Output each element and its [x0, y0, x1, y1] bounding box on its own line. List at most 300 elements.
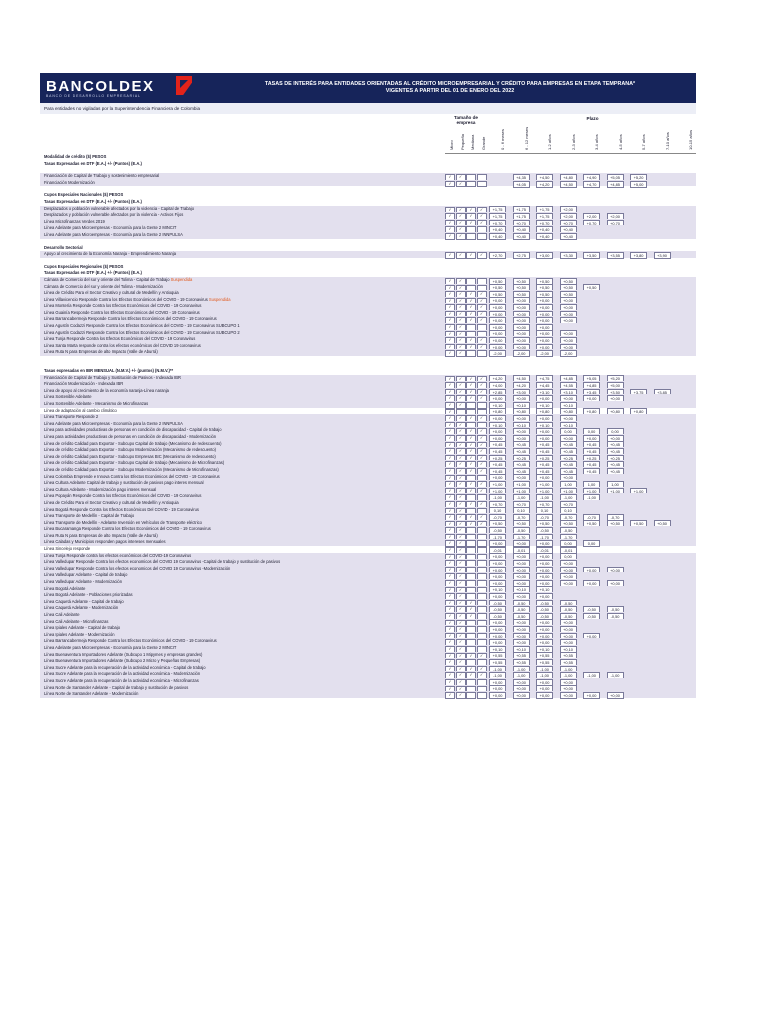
rate-cell: +1,00	[630, 488, 647, 495]
rate-cell: +0,45	[583, 441, 600, 448]
size-checkbox: ✓	[456, 534, 466, 541]
size-checks	[445, 665, 487, 672]
rate-values	[489, 691, 696, 698]
rate-cell: -0,50	[513, 613, 530, 620]
row-label: Línea Valledupar Adelante - Capital de trabajo	[44, 572, 128, 578]
size-checkbox: ✓	[445, 686, 455, 693]
rate-cell: +0,00	[513, 573, 530, 580]
row-label: Línea Santa Marta responde contra los efectos económicos del COVID 19 coronavirus	[44, 342, 201, 348]
rate-cell: +0,00	[513, 435, 530, 442]
row-label: Línea de Crédito Para el Sector Creativo y cultural de Medellín y Antioquia	[44, 499, 179, 505]
rate-cell: +0,00	[536, 553, 553, 560]
logo-subtitle: BANCO DE DESARROLLO EMPRESARIAL	[46, 94, 141, 98]
row-label: Línea Villavicencio Responde Contra los Efectos Económicos del COVID - 19 Coronavirus Suspendida	[44, 296, 231, 302]
size-checks	[445, 421, 487, 428]
size-checkbox: ✓	[466, 455, 476, 462]
size-checkbox: ✓	[456, 639, 466, 646]
table-row	[40, 553, 696, 560]
size-checkbox: ✓	[477, 514, 487, 521]
size-checkbox: ✓	[477, 468, 487, 475]
size-checks	[445, 638, 487, 645]
rate-cell: +4,85	[607, 181, 624, 188]
table-row	[40, 284, 696, 291]
rate-cell: +3,90	[654, 252, 671, 259]
size-checkbox: ✓	[466, 672, 476, 679]
size-checks	[445, 394, 487, 401]
rate-cell: +4,75	[536, 375, 553, 382]
table-row	[40, 572, 696, 579]
rate-values	[489, 180, 696, 187]
size-checkbox: ✓	[456, 252, 466, 259]
size-checkbox: ✓	[445, 587, 455, 594]
rate-cell: +0,10	[536, 646, 553, 653]
size-checkbox: ✓	[456, 448, 466, 455]
rate-cell: +0,40	[513, 233, 530, 240]
size-checkbox: ✓	[477, 461, 487, 468]
size-checkbox: ✓	[445, 573, 455, 580]
rate-cell: -1,00	[513, 494, 530, 501]
table-row	[40, 232, 696, 239]
row-label: Línea Adelante para Microempresas - Economía para la Gente 2 INNPULSA	[44, 231, 183, 237]
size-checkbox: ✓	[445, 278, 455, 285]
rate-cell: +0,00	[536, 567, 553, 574]
rate-values	[489, 632, 696, 639]
size-checkbox: ✓	[445, 324, 455, 331]
rate-cell: +0,00	[513, 395, 530, 402]
rate-cell: +0,00	[489, 553, 506, 560]
size-checkbox: ✓	[466, 501, 476, 508]
size-group-label: Tamaño de empresa	[454, 115, 478, 125]
rate-values	[489, 507, 696, 514]
rate-cell: +0,00	[489, 692, 506, 699]
size-checkbox: ✓	[477, 376, 487, 383]
table-row	[40, 388, 696, 395]
rate-cell: +0,00	[513, 317, 530, 324]
rate-cell: +0,00	[489, 685, 506, 692]
bancoldex-mark-icon	[176, 76, 192, 95]
table-row	[40, 173, 696, 180]
rate-cell: +0,00	[607, 580, 624, 587]
rate-cell: +0,00	[560, 633, 577, 640]
size-checks	[445, 316, 487, 323]
rate-values	[489, 474, 696, 481]
rate-cell: +0,45	[536, 448, 553, 455]
rate-cell: +0,10	[513, 422, 530, 429]
size-checkbox: ✓	[445, 233, 455, 240]
table-row	[40, 493, 696, 500]
rate-cell: -1,00	[489, 672, 506, 679]
table-row	[40, 219, 696, 226]
size-checks	[445, 605, 487, 612]
rate-cell: +4,80	[560, 174, 577, 181]
size-checkbox: ✓	[466, 252, 476, 259]
size-checkbox: ✓	[456, 659, 466, 666]
rate-cell: +0,00	[489, 626, 506, 633]
size-checks	[445, 520, 487, 527]
rate-cell: -0,50	[489, 606, 506, 613]
size-checkbox: ✓	[456, 580, 466, 587]
rate-cell: +4,55	[560, 382, 577, 389]
rate-cell: +4,85	[560, 375, 577, 382]
size-checkbox: ✓	[456, 646, 466, 653]
rate-cell: +0,00	[513, 560, 530, 567]
table-row	[40, 316, 696, 323]
rate-cell: +0,50	[513, 284, 530, 291]
size-checks	[445, 277, 487, 284]
rate-cell: +0,00	[536, 619, 553, 626]
rate-cell: +0,00	[536, 415, 553, 422]
size-checkbox: ✓	[445, 692, 455, 699]
rate-cell: +0,00	[489, 428, 506, 435]
row-label: Línea para actividades productivas de personas en condición de discapacidad - Capital de trabajo	[44, 427, 222, 433]
rate-cell: +0,00	[513, 679, 530, 686]
rate-cell: +0,00	[536, 311, 553, 318]
size-checks	[445, 251, 487, 258]
size-checkbox: ✓	[477, 213, 487, 220]
rate-cell: +0,00	[560, 317, 577, 324]
size-checkbox: ✓	[456, 291, 466, 298]
rate-cell: +4,05	[513, 181, 530, 188]
row-label: Línea Cali Adelante	[44, 612, 80, 617]
size-checks	[445, 232, 487, 239]
rate-values	[489, 421, 696, 428]
term-header	[685, 120, 695, 150]
rate-cell: +0,00	[583, 567, 600, 574]
size-checks	[445, 678, 487, 685]
rate-cell: +0,00	[536, 633, 553, 640]
size-checkbox: ✓	[456, 653, 466, 660]
size-checkbox: ✓	[477, 428, 487, 435]
table-row	[40, 427, 696, 434]
size-checkbox: ✓	[445, 213, 455, 220]
rate-values	[489, 323, 696, 330]
size-checkbox: ✓	[466, 442, 476, 449]
rate-cell: -1,70	[560, 534, 577, 541]
table-row	[40, 507, 696, 514]
size-checkbox: ✓	[445, 514, 455, 521]
regulation-note: Para entidades no vigiladas por la Superintendencia Financiera de Colombia	[40, 103, 696, 114]
row-label: Línea Bogotá Adelante	[44, 585, 86, 591]
size-checkbox: ✓	[477, 521, 487, 528]
rate-values	[489, 381, 696, 388]
rate-cell: +0,00	[560, 297, 577, 304]
rate-values	[489, 566, 696, 573]
rate-cell: +0,00	[536, 474, 553, 481]
table-row	[40, 612, 696, 619]
rate-values	[489, 284, 696, 291]
size-checkbox: ✓	[456, 317, 466, 324]
table-row	[40, 500, 696, 507]
table-row	[40, 421, 696, 428]
table-row	[40, 277, 696, 284]
rate-cell: +0,10	[560, 402, 577, 409]
size-header-label: Pequeña	[459, 133, 465, 150]
table-row	[40, 297, 696, 304]
size-checkbox: ✓	[445, 435, 455, 442]
size-checkbox: ✓	[456, 593, 466, 600]
rate-cell: +0,00	[489, 560, 506, 567]
size-checkbox: ✓	[456, 626, 466, 633]
rate-cell: +3,50	[583, 252, 600, 259]
rate-cell: +0,00	[560, 395, 577, 402]
row-label: Línea Buenaventura Importadores Adelante (Subcupo 2 Micro y Pequeñas Empresas)	[44, 658, 201, 664]
rate-cell: +3,00	[513, 389, 530, 396]
size-checkbox: ✓	[445, 422, 455, 429]
row-label: Línea Valledupar Responde Contra los efectos economicos del COVID 19 Coronavirus -Modernización	[44, 565, 231, 571]
size-checkbox: ✓	[456, 666, 466, 673]
rate-cell: -2,00	[560, 350, 577, 357]
size-checkbox: ✓	[445, 337, 455, 344]
table-row	[40, 632, 696, 639]
rate-cell: +0,00	[560, 344, 577, 351]
row-label: Línea Norte de Santander Adelante - Modernización	[44, 691, 139, 697]
rate-cell: 1,00	[560, 481, 577, 488]
size-checks	[445, 460, 487, 467]
rate-cell: +1,75	[536, 213, 553, 220]
rate-cell: +0,00	[583, 395, 600, 402]
rates-table-body	[40, 154, 696, 698]
rate-cell: +0,45	[560, 448, 577, 455]
rate-cell: +0,10	[560, 646, 577, 653]
size-checkbox: ✓	[445, 285, 455, 292]
row-label: Modalidad de crédito ($) PESOS	[44, 154, 107, 159]
size-header-label: Grande	[480, 136, 486, 150]
size-checkbox: ✓	[445, 220, 455, 227]
size-checks	[445, 323, 487, 330]
rate-values	[489, 480, 696, 487]
size-checkbox: ✓	[445, 174, 455, 181]
rate-cell: +0,45	[513, 468, 530, 475]
rate-cell: +0,00	[489, 395, 506, 402]
rate-values	[489, 408, 696, 415]
rate-cell: +4,20	[513, 382, 530, 389]
size-checkbox: ✓	[445, 344, 455, 351]
table-row	[40, 638, 696, 645]
rate-values	[489, 447, 696, 454]
row-label: Línea Popayán Responde Contra los Efectos Económicos del COVID - 19 Coronavirus	[44, 493, 202, 499]
rate-cell: +0,45	[607, 448, 624, 455]
rate-cell: +0,00	[607, 435, 624, 442]
rate-cell: +0,00	[489, 540, 506, 547]
row-label: Línea Agustín Codazzi Responde Contra los Efectos Económicos del COVID - 19 Coronavirus SUBCUPO 2	[44, 329, 240, 335]
size-checks	[445, 401, 487, 408]
size-checkbox: ✓	[466, 395, 476, 402]
rate-cell: +0,10	[536, 586, 553, 593]
size-checkbox: ✓	[456, 461, 466, 468]
rate-values	[489, 500, 696, 507]
size-header-label: Mediana	[470, 134, 475, 150]
rate-cell: +2,00	[583, 213, 600, 220]
size-checkbox: ✓	[445, 402, 455, 409]
rate-cell: -1,00	[583, 672, 600, 679]
term-header-label: 3-4 años	[594, 134, 599, 150]
rate-values	[489, 586, 696, 593]
rate-cell: -0,50	[583, 613, 600, 620]
suspended-tag: Suspendida	[169, 276, 193, 282]
rate-cell: +0,10	[489, 586, 506, 593]
size-checkbox: ✓	[466, 653, 476, 660]
rate-cell: +0,00	[583, 435, 600, 442]
row-label: Línea Tunja Responde Contra los Efectos Económicos del COVID - 19 Coronavirus	[44, 336, 196, 342]
size-checkbox: ✓	[445, 350, 455, 357]
rate-cell: +0,40	[513, 226, 530, 233]
size-checks	[445, 225, 487, 232]
table-row	[40, 454, 696, 461]
rate-cell: +1,00	[536, 481, 553, 488]
size-checkbox: ✓	[456, 547, 466, 554]
row-label: Línea de crédito Calidad para Exportar - Subcupo Modernización (Mecanismo de Microfinanzas)	[44, 466, 219, 472]
rate-cell: +2,00	[560, 213, 577, 220]
rate-cell: +1,00	[489, 488, 506, 495]
table-row	[40, 546, 696, 553]
rate-cell: +3,10	[536, 389, 553, 396]
row-label: Línea de crédito Calidad para Exportar - Subcupo Capital de trabajo (Mecanismo de redescuento)	[44, 440, 222, 446]
rate-cell: +0,00	[489, 317, 506, 324]
size-checkbox: ✓	[445, 415, 455, 422]
row-label: Línea de apoyo al crecimiento de la economía naranja-Línea naranja	[44, 387, 169, 393]
rate-cell: +0,45	[560, 461, 577, 468]
term-header-label: 2-3 años	[570, 134, 576, 150]
size-checkbox: ✓	[445, 304, 455, 311]
row-label: Línea Sostenible Adelante - Mecanismo de Microfinanzas	[44, 401, 149, 406]
rate-cell: +4,35	[513, 174, 530, 181]
rate-cell: -0,50	[560, 613, 577, 620]
rate-cell: +0,00	[536, 435, 553, 442]
rate-values	[489, 658, 696, 665]
size-checks	[445, 619, 487, 626]
size-checks	[445, 284, 487, 291]
table-row	[40, 212, 696, 219]
size-checkbox: ✓	[445, 659, 455, 666]
size-checks	[445, 533, 487, 540]
size-checkbox: ✓	[466, 220, 476, 227]
rate-values	[489, 559, 696, 566]
size-checkbox: ✓	[445, 291, 455, 298]
size-checkbox: ✓	[456, 415, 466, 422]
row-label: Línea Caquetá Adelante - Capital de trabajo	[44, 598, 124, 604]
row-label: Línea Sincelejo responde	[44, 546, 91, 552]
size-checkbox: ✓	[456, 376, 466, 383]
rate-cell: +0,50	[630, 520, 647, 527]
rate-cell: +0,00	[560, 626, 577, 633]
row-label: Línea Valledupar Adelante - Modernización	[44, 579, 122, 585]
table-row	[40, 180, 696, 187]
rate-cell: +1,00	[489, 481, 506, 488]
size-checkbox: ✓	[456, 350, 466, 357]
size-checkbox: ✓	[456, 686, 466, 693]
size-checkbox: ✓	[477, 304, 487, 311]
size-checks	[445, 685, 487, 692]
rate-cell: +4,20	[536, 181, 553, 188]
rate-values	[489, 303, 696, 310]
rate-cell: +3,85	[654, 389, 671, 396]
size-checkbox: ✓	[456, 672, 466, 679]
row-label: Línea Barrancabermeja Responde Contra los Efectos Económicos del COVID - 19 Coronavirus	[44, 638, 217, 644]
rate-cell: +0,00	[536, 580, 553, 587]
table-row	[40, 336, 696, 343]
rate-cell: +0,00	[513, 304, 530, 311]
rate-cell: +0,45	[489, 461, 506, 468]
size-checkbox: ✓	[466, 382, 476, 389]
size-checkbox: ✓	[477, 389, 487, 396]
section-title-row	[40, 245, 696, 252]
rate-cell: +0,00	[489, 304, 506, 311]
size-checks	[445, 467, 487, 474]
size-checkbox: ✓	[456, 527, 466, 534]
rate-cell: +0,25	[536, 455, 553, 462]
size-checkbox: ✓	[456, 600, 466, 607]
rate-cell: +0,00	[513, 639, 530, 646]
rate-cell: +4,50	[513, 375, 530, 382]
rate-cell: +1,00	[536, 488, 553, 495]
rate-values	[489, 493, 696, 500]
rate-values	[489, 533, 696, 540]
rate-cell: +0,00	[536, 685, 553, 692]
size-checks	[445, 671, 487, 678]
table-row	[40, 513, 696, 520]
row-label: Tasas Expresadas en DTF (E.A.) +/- (Puntos) (E.A.)	[44, 198, 142, 204]
rate-cell: +0,00	[489, 619, 506, 626]
rate-cell: +1,00	[513, 488, 530, 495]
rate-values	[489, 375, 696, 382]
rate-cell: +5,00	[607, 382, 624, 389]
rate-cell: +0,00	[560, 415, 577, 422]
row-label: Línea Caladas y Municipios responden pagos intereses mensuales	[44, 539, 166, 545]
section-title-row	[40, 264, 696, 271]
rate-cell: +0,00	[489, 297, 506, 304]
rate-cell: -1,00	[560, 494, 577, 501]
size-checkbox: ✓	[466, 666, 476, 673]
term-header-label: 4-5 años	[617, 134, 623, 150]
rate-cell: +0,00	[536, 626, 553, 633]
rate-cell: +0,00	[513, 415, 530, 422]
rate-cell: +0,55	[513, 652, 530, 659]
rate-cell: +0,45	[607, 441, 624, 448]
size-checkbox: ✓	[477, 448, 487, 455]
size-checkbox: ✓	[456, 455, 466, 462]
rate-cell: -0,50	[489, 600, 506, 607]
rate-cell: +0,00	[536, 395, 553, 402]
rate-values	[489, 520, 696, 527]
size-checks	[445, 434, 487, 441]
size-checkbox: ✓	[466, 428, 476, 435]
size-checks	[445, 349, 487, 356]
rate-cell: +5,05	[607, 174, 624, 181]
size-checkbox: ✓	[445, 488, 455, 495]
size-checkbox: ✓	[445, 639, 455, 646]
row-label: Tasas Expresadas en DTF (E.A.) +/- (Puntos) (E.A.)	[44, 270, 142, 276]
rate-cell: +3,80	[630, 252, 647, 259]
title-line-1: TASAS DE INTERÉS PARA ENTIDADES ORIENTADAS AL CRÉDITO MICROEMPRESARIAL Y CRÉDITO PARA EMPRESAS EN ETAPA TEMPRANA*	[264, 81, 636, 87]
table-row	[40, 592, 696, 599]
size-checkbox: ✓	[445, 580, 455, 587]
rate-cell: -1,00	[560, 672, 577, 679]
term-header	[521, 120, 531, 150]
table-row	[40, 566, 696, 573]
size-checkbox: ✓	[456, 692, 466, 699]
row-label: Línea Adelante para Microempresas - Economía para la Gente 2 MINCIT	[44, 225, 177, 231]
size-checkbox: ✓	[456, 620, 466, 627]
row-label: Línea de crédito Calidad para Exportar - Subcupo Empresas BIC (Mecanismo de redescuento)	[44, 453, 216, 459]
size-checkbox: ✓	[466, 468, 476, 475]
rate-cell: +1,75	[536, 206, 553, 213]
rate-cell: -0,70	[607, 514, 624, 521]
rate-cell: +4,20	[489, 375, 506, 382]
size-checkbox: ✓	[466, 481, 476, 488]
row-label: Línea Ipiales Adelante - Capital de trabajo	[44, 625, 121, 631]
size-checkbox: ✓	[445, 501, 455, 508]
rate-cell: +0,00	[536, 639, 553, 646]
